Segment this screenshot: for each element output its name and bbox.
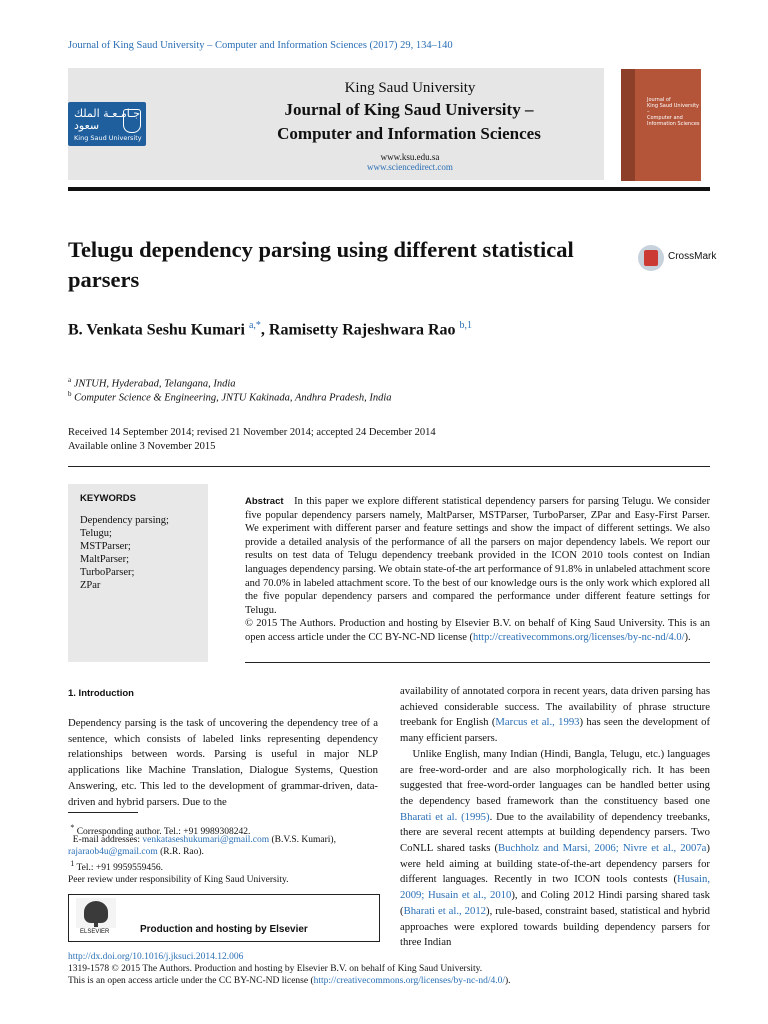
elsevier-production: Production and hosting by Elsevier	[140, 924, 308, 935]
keyword: Dependency parsing;	[80, 515, 169, 526]
cover-stripe	[621, 69, 635, 181]
doi-link[interactable]: http://dx.doi.org/10.1016/j.jksuci.2014.12.006	[68, 952, 244, 962]
para-text: ) were held aiming at building state-of-the-art dependency parsers for different languages. Recently in two ICON tools contests (	[400, 842, 710, 886]
logo-english: King Saud University	[74, 134, 142, 142]
aff-text: Computer Science & Engineering, JNTU Kakinada, Andhra Pradesh, India	[74, 392, 392, 404]
keyword: ZPar	[80, 580, 101, 591]
citation-link[interactable]: Bharati et al. (1995)	[400, 810, 490, 823]
cover-title	[647, 97, 701, 127]
abstract-close: ).	[684, 631, 691, 643]
keyword: Telugu;	[80, 528, 112, 539]
received-dates: Received 14 September 2014; revised 21 November 2014; accepted 24 December 2014	[68, 427, 436, 438]
footnote-text: Corresponding author. Tel.: +91 9989308242.	[76, 827, 251, 838]
elsevier-wordmark: ELSEVIER	[80, 929, 110, 935]
oa-close: ).	[505, 976, 511, 986]
journal-cover	[621, 69, 701, 181]
article-title: Telugu dependency parsing using different statistical parsers	[68, 237, 574, 292]
citation-link[interactable]: Buchholz and Marsi, 2006; Nivre et al., 2007a	[498, 842, 707, 855]
abstract-label: Abstract	[245, 496, 284, 507]
para-text: ), and Coling 2012 Hindi parsing shared task (	[400, 889, 710, 917]
keyword: MaltParser;	[80, 554, 129, 565]
cover-line: King Saud University –	[647, 103, 699, 115]
footnote-rule	[68, 812, 138, 813]
keyword: TurboParser;	[80, 567, 135, 578]
ksu-logo	[68, 102, 146, 146]
affiliation-a	[68, 376, 236, 390]
open-access-line	[68, 976, 708, 987]
issn-line: 1319-1578 © 2015 The Authors. Production and hosting by Elsevier B.V. on behalf of King Saud University.	[68, 964, 483, 974]
abstract-copyright: © 2015 The Authors. Production and hosting by Elsevier B.V. on behalf of King Saud University. This is an open access article under the CC BY-NC-ND license (	[245, 618, 710, 643]
ksu-url[interactable]: www.ksu.edu.sa	[380, 152, 440, 162]
intro-column-1: Dependency parsing is the task of uncovering the dependency tree of a sentence, which consists of labeled links representing dependency relationships between words. Parsing is useful in major NLP applications like Machine Translation, Dialogue Systems, Question Answering, etc. This led to the development of grammar-driven, data-driven and hybrid parsers. Due to the	[68, 717, 378, 808]
crossmark-icon[interactable]	[638, 245, 664, 271]
abstract	[245, 495, 710, 645]
crossmark-label[interactable]: CrossMark	[668, 251, 717, 262]
masthead-rule	[68, 187, 710, 191]
sciencedirect-url[interactable]: www.sciencedirect.com	[367, 162, 453, 172]
peer-review-note: Peer review under responsibility of King Saud University.	[68, 875, 289, 885]
aff-mark: b	[68, 390, 72, 398]
journal-line-1: Journal of King Saud University –	[284, 100, 534, 119]
email-owner: (R.R. Rao).	[157, 847, 204, 857]
intro-column-2	[400, 684, 710, 951]
para-text: . Due to the availability of dependency treebanks, there are several recent attempts at building dependency parsers. Two CoNLL shared tasks (	[400, 810, 710, 855]
oa-license-link[interactable]: http://creativecommons.org/licenses/by-nc-nd/4.0/	[313, 976, 505, 986]
footnote-text: Tel.: +91 9959559456.	[76, 863, 164, 874]
email-link[interactable]: venkataseshukumari@gmail.com	[142, 835, 270, 845]
citation-link[interactable]: Husain, 2009; Husain et al., 2010	[400, 873, 710, 902]
author-1-marks[interactable]: a,*	[248, 320, 261, 331]
keyword: MSTParser;	[80, 541, 131, 552]
citation-link[interactable]: Bharati et al., 2012	[403, 904, 487, 917]
author-2-marks[interactable]: b,1	[459, 320, 473, 331]
aff-text: JNTUH, Hyderabad, Telangana, India	[73, 378, 236, 390]
cover-line: Computer and	[647, 115, 683, 121]
elsevier-tree-icon	[76, 898, 116, 928]
keywords-heading: KEYWORDS	[80, 493, 136, 504]
tel-footnote	[68, 858, 388, 874]
online-date: Available online 3 November 2015	[68, 441, 216, 452]
author-separator: ,	[260, 321, 269, 339]
para-text: Unlike English, many Indian (Hindi, Bangla, Telugu, etc.) languages are free-word-order and are also morphologically rich. It has been suggested that free-word-order languages can be handled better using the dependency based framework than the constituency based one	[400, 747, 710, 807]
cover-line: Journal of	[647, 97, 671, 103]
abstract-text: In this paper we explore different statistical dependency parsers for parsing Telugu. We consider five popular dependency parsers namely, MaltParser, MSTParser, TurboParser, ZPar and Easy-First Parser. We experiment with different parser and feature settings and show the impact of different settings. We also provide a detailed analysis of the performance of all the parsers on major dependency labels. We report our results on test data of Telugu dependency treebank provided in the ICON 2010 tools contest on Indian languages dependency parsing. We obtain state-of-the art performance of 91.8% in unlabeled attachment score and 70.0% in labeled attachment score. To the best of our knowledge ours is the only work which explored all the five popular dependency parsers and compared the performance under different feature settings for Telugu.	[245, 496, 710, 616]
affiliation-b	[68, 390, 392, 404]
section-heading: 1. Introduction	[68, 688, 134, 699]
abstract-rule	[245, 662, 710, 663]
email-label: E-mail addresses:	[72, 835, 143, 845]
author-list	[68, 320, 472, 339]
license-link[interactable]: http://creativecommons.org/licenses/by-nc-nd/4.0/	[473, 631, 685, 643]
para-text: availability of annotated corpora in recent years, data driven parsing has achieved considerable success. The availability of phrase structure treebank for English (	[400, 685, 710, 729]
email-footnote	[68, 834, 388, 846]
header-rule	[68, 466, 710, 467]
oa-text: This is an open access article under the CC BY-NC-ND license (	[68, 976, 314, 986]
palm-crest-icon	[123, 109, 141, 133]
journal-line-2: Computer and Information Sciences	[277, 124, 541, 143]
running-head[interactable]: Journal of King Saud University – Computer and Information Sciences (2017) 29, 134–140	[68, 40, 453, 51]
author-1: B. Venkata Seshu Kumari	[68, 321, 245, 339]
para-text: ) has seen the development of many efficient parsers.	[400, 716, 710, 745]
masthead-journal	[232, 98, 586, 146]
author-2: Ramisetty Rajeshwara Rao	[268, 321, 456, 339]
email-owner: (B.V.S. Kumari),	[269, 835, 336, 845]
masthead-university: King Saud University	[344, 80, 476, 96]
logo-arabic: جـامـعـة الملك سعود	[74, 107, 141, 132]
cover-line: Information Sciences	[647, 121, 700, 127]
citation-link[interactable]: Marcus et al., 1993	[495, 716, 580, 729]
email-footnote-2	[68, 846, 388, 858]
para-text: ), rule-based, constraint based, statistical and hybrid approaches were explored towards building dependency parsers for three Indian	[400, 904, 711, 949]
email-link[interactable]: rajaraob4u@gmail.com	[68, 847, 158, 857]
footnote-mark: 1	[70, 859, 75, 868]
footnote-mark: *	[70, 823, 75, 832]
aff-mark: a	[68, 376, 72, 384]
